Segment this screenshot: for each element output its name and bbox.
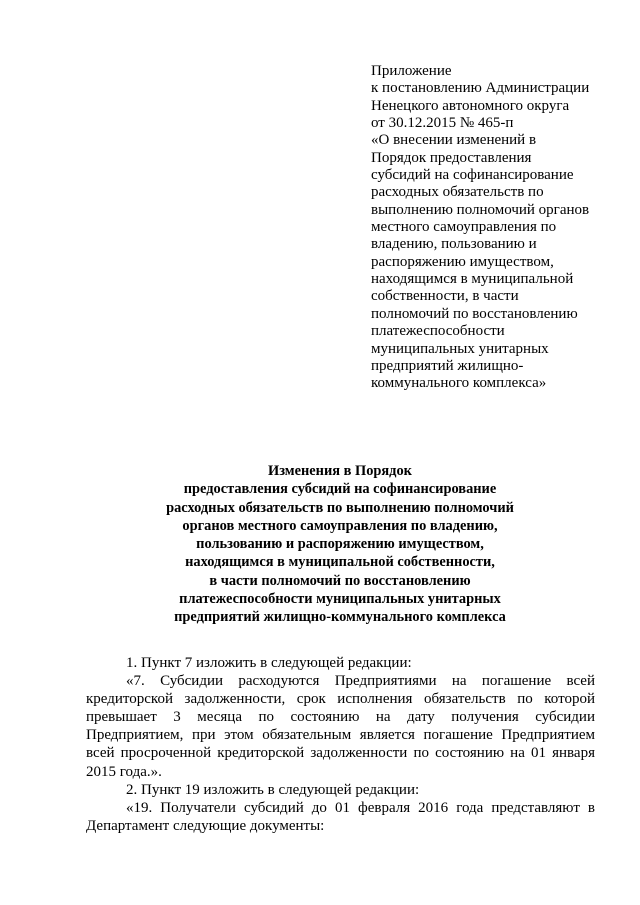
appendix-line: собственности, в части	[371, 288, 519, 305]
item-1-text-line: «7. Субсидии расходуются Предприятиями на погашение всей	[126, 673, 595, 690]
title-line: находящимся в муниципальной собственности,	[185, 554, 495, 571]
appendix-line: предприятий жилищно-	[371, 357, 524, 374]
item-1-text-line: всей просроченной кредиторской задолженности по состоянию на 01 января	[86, 745, 595, 762]
item-1-text-line: превышает 3 месяца по состоянию на дату получения субсидии	[86, 709, 595, 726]
document-body	[86, 654, 595, 835]
appendix-line: местного самоуправления по	[371, 219, 557, 236]
appendix-line: Порядок предоставления	[371, 149, 532, 166]
title-line: в части полномочий по восстановлению	[209, 572, 471, 589]
title-line: Изменения в Порядок	[268, 463, 412, 479]
item-2-text-line: Департамент следующие документы:	[86, 817, 325, 834]
appendix-line: Ненецкого автономного округа	[371, 97, 570, 114]
appendix-line: находящимся в муниципальной	[371, 271, 574, 288]
document-title	[80, 462, 600, 627]
item-1-text-line: кредиторской задолженности, срок исполнения обязательств по которой	[86, 691, 595, 708]
title-line: платежеспособности муниципальных унитарных	[179, 591, 501, 608]
appendix-line: владению, пользованию и	[371, 236, 537, 253]
appendix-line: выполнению полномочий органов	[371, 201, 590, 218]
title-line: расходных обязательств по выполнению полномочий	[166, 499, 514, 516]
appendix-line: Приложение	[371, 63, 452, 79]
appendix-line: полномочий по восстановлению	[371, 305, 578, 322]
item-1-text-line: 2015 года.».	[86, 763, 162, 780]
appendix-line: коммунального комплекса»	[371, 375, 547, 392]
title-line: предприятий жилищно-коммунального комплекса	[174, 609, 506, 626]
appendix-line: платежеспособности	[371, 323, 505, 340]
item-2-text-line: «19. Получатели субсидий до 01 февраля 2016 года представляют в	[126, 799, 595, 816]
appendix-line: от 30.12.2015 № 465-п	[371, 115, 514, 132]
title-line: органов местного самоуправления по владению,	[182, 517, 498, 534]
title-line: пользованию и распоряжению имуществом,	[196, 536, 484, 553]
appendix-line: муниципальных унитарных	[371, 340, 549, 357]
item-2-heading: 2. Пункт 19 изложить в следующей редакции:	[126, 781, 420, 798]
appendix-line: к постановлению Администрации	[371, 80, 590, 97]
item-1-text-line: Предприятием, при этом обязательным является погашение Предприятием	[86, 727, 595, 744]
appendix-header	[371, 63, 611, 393]
appendix-line: «О внесении изменений в	[371, 132, 537, 149]
title-line: предоставления субсидий на софинансирование	[183, 481, 497, 498]
appendix-line: расходных обязательств по	[371, 184, 544, 201]
appendix-line: субсидий на софинансирование	[371, 167, 574, 184]
appendix-line: распоряжению имуществом,	[371, 253, 554, 270]
item-1-heading: 1. Пункт 7 изложить в следующей редакции:	[126, 655, 412, 671]
